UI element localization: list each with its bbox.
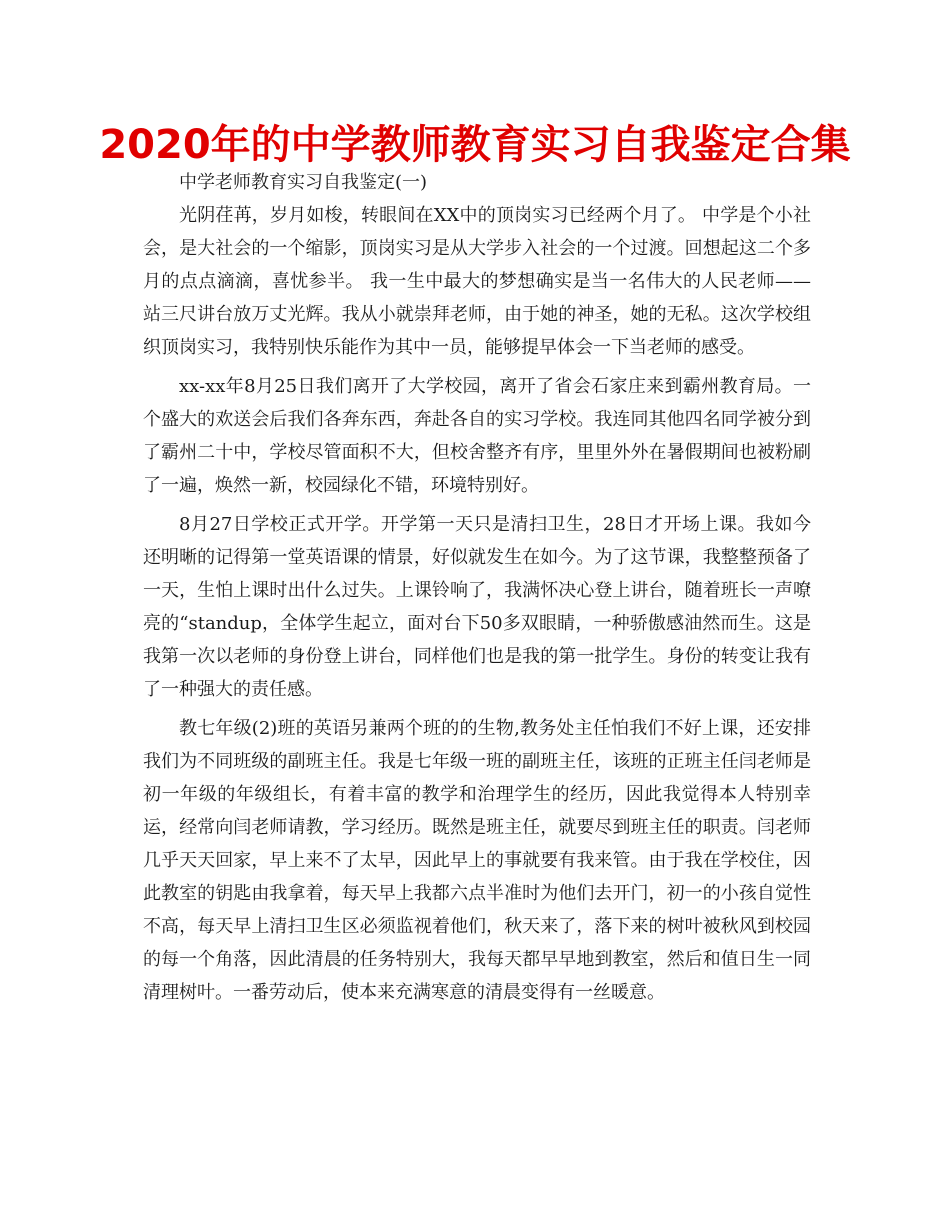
- paragraph-3: 8月27日学校正式开学。开学第一天只是清扫卫生，28日才开场上课。我如今还明晰的记得第一堂英语课的情景，好似就发生在如今。为了这节课，我整整预备了一天，生怕上课时出什么过失。上课铃响了，我满怀决心登上讲台，随着班长一声嘹亮的“standup，全体学生起立，面对台下50多双眼睛，一种骄傲感油然而生。这是我第一次以老师的身份登上讲台，同样他们也是我的第一批学生。身份的转变让我有了一种强大的责任感。: [143, 514, 811, 700]
- document-body: [143, 166, 811, 1015]
- document-title: 2020年的中学教师教育实习自我鉴定合集: [99, 122, 851, 168]
- paragraph-4: 教七年级(2)班的英语另兼两个班的的生物,教务处主任怕我们不好上课，还安排我们为不同班级的副班主任。我是七年级一班的副班主任，该班的正班主任闫老师是初一年级的年级组长，有着丰富的教学和治理学生的经历，因此我觉得本人特别幸运，经常向闫老师请教，学习经历。既然是班主任，就要尽到班主任的职责。闫老师几乎天天回家，早上来不了太早，因此早上的事就要有我来管。由于我在学校住，因此教室的钥匙由我拿着，每天早上我都六点半准时为他们去开门，初一的小孩自觉性不高，每天早上清扫卫生区必须监视着他们，秋天来了，落下来的树叶被秋风到校园的每一个角落，因此清晨的任务特别大，我每天都早早地到教室，然后和值日生一同清理树叶。一番劳动后，使本来充满寒意的清晨变得有一丝暖意。: [143, 718, 811, 1003]
- section-subtitle: 中学老师教育实习自我鉴定(一): [179, 172, 428, 193]
- paragraph-1: 光阴荏苒，岁月如梭，转眼间在XX中的顶岗实习已经两个月了。 中学是个小社会，是大社会的一个缩影，顶岗实习是从大学步入社会的一个过渡。回想起这二个多月的点点滴滴，喜忧参半。 我一生中最大的梦想确实是当一名伟大的人民老师——站三尺讲台放万丈光辉。我从小就崇拜老师，由于她的神圣，她的无私。这次学校组织顶岗实习，我特别快乐能作为其中一员，能够提早体会一下当老师的感受。: [143, 205, 811, 358]
- paragraph-2: xx-xx年8月25日我们离开了大学校园，离开了省会石家庄来到霸州教育局。一个盛大的欢送会后我们各奔东西，奔赴各自的实习学校。我连同其他四名同学被分到了霸州二十中，学校尽管面积不大，但校舍整齐有序，里里外外在暑假期间也被粉刷了一遍，焕然一新，校园绿化不错，环境特别好。: [143, 376, 811, 496]
